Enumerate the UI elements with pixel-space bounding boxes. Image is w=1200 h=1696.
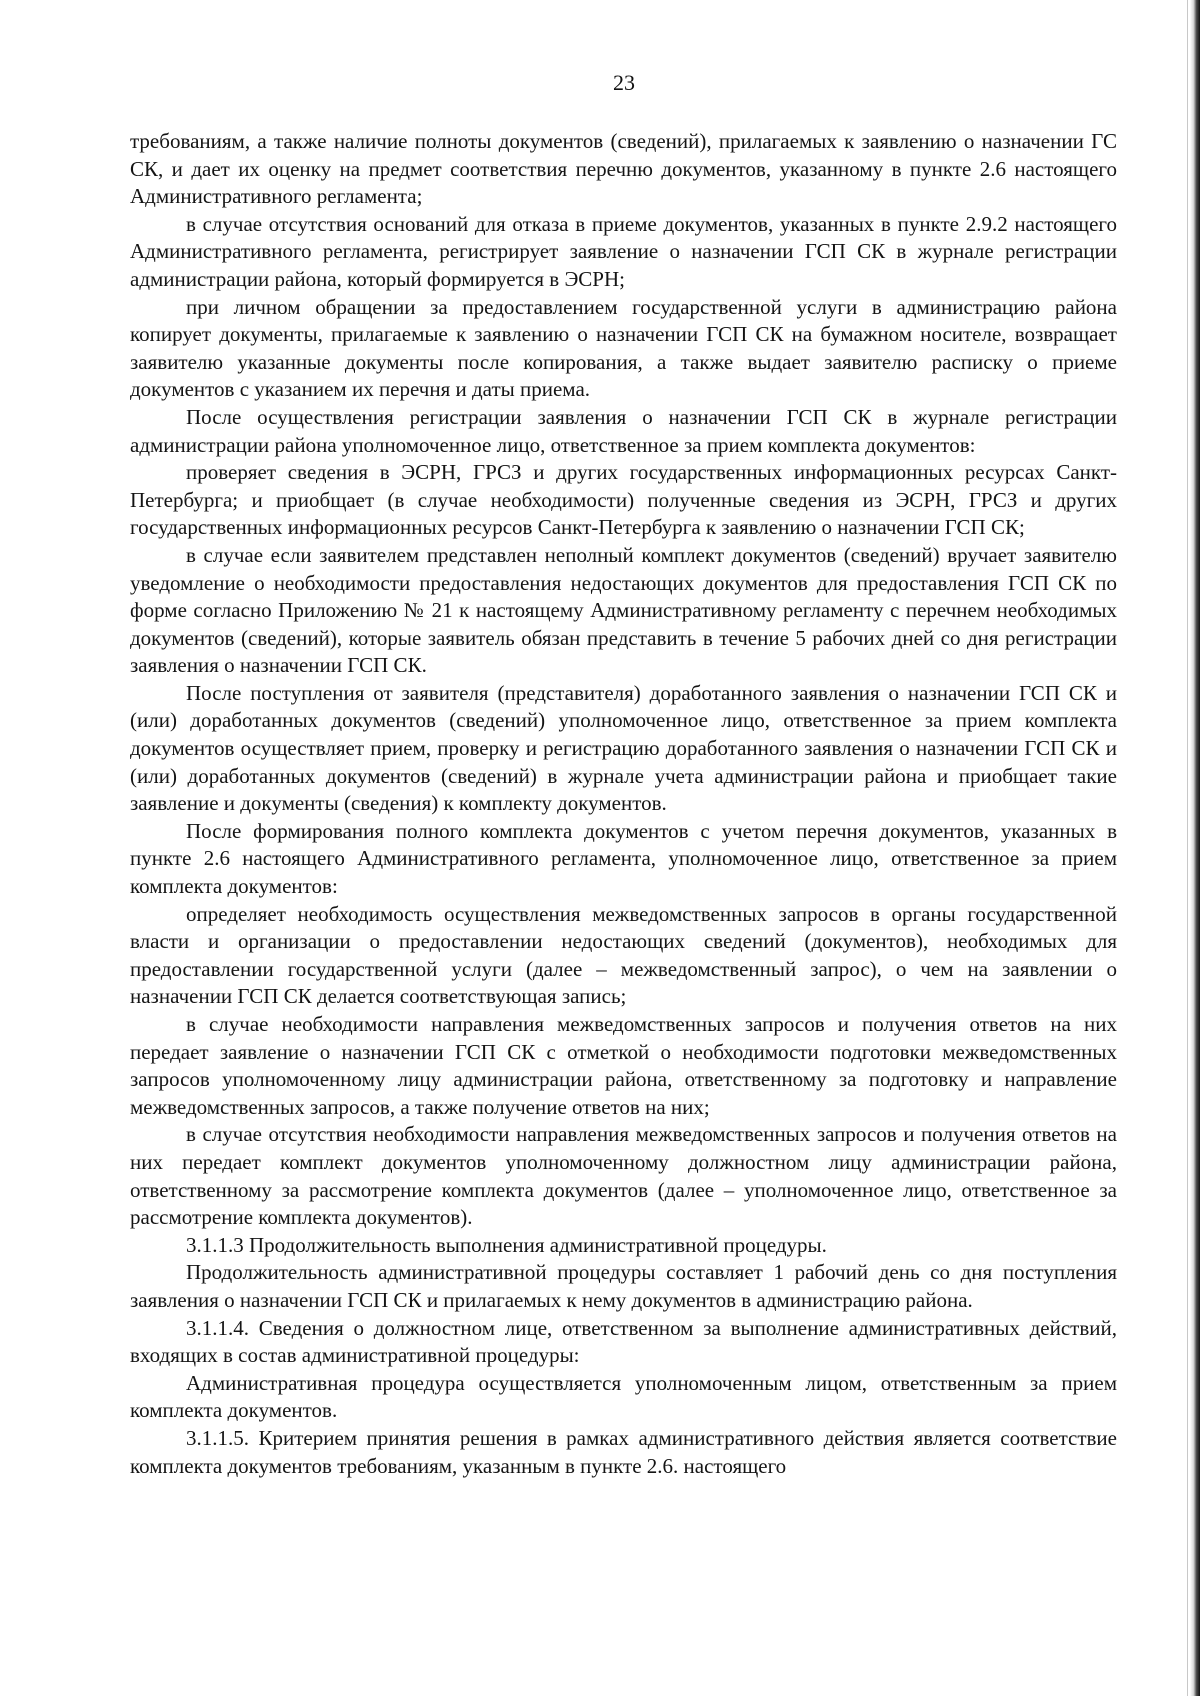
paragraph: 3.1.1.5. Критерием принятия решения в рамках административного действия является соответствие комплекта документов требованиям, указанным в пункте 2.6. настоящего: [130, 1425, 1117, 1478]
paragraph: в случае отсутствия оснований для отказа в приеме документов, указанных в пункте 2.9.2 настоящего Административного регламента, регистрирует заявление о назначении ГСП СК в журнале регистрации администрации района, который формируется в ЭСРН;: [130, 211, 1117, 291]
page-number: 23: [613, 70, 635, 95]
paragraph: Продолжительность административной процедуры составляет 1 рабочий день со дня поступления заявления о назначении ГСП СК и прилагаемых к нему документов в администрацию района.: [130, 1260, 1117, 1312]
paragraph: После поступления от заявителя (представителя) доработанного заявления о назначении ГСП СК и (или) доработанных документов (сведений) уполномоченное лицо, ответственное за прием комплекта документов осуществляет прием, проверку и регистрацию доработанного заявления о назначении ГСП СК и (или) доработанных документов (сведений) в журнале учета администрации района и приобщает такие заявление и документы (сведения) к комплекту документов.: [130, 680, 1117, 816]
paragraph: проверяет сведения в ЭСРН, ГРСЗ и других государственных информационных ресурсах Санкт-Петербурга; и приобщает (в случае необходимости) полученные сведения из ЭСРН, ГРСЗ и других государственных информационных ресурсов Санкт-Петербурга к заявлению о назначении ГСП СК;: [130, 460, 1117, 540]
paragraph: После формирования полного комплекта документов с учетом перечня документов, указанных в пункте 2.6 настоящего Административного регламента, уполномоченное лицо, ответственное за прием комплекта документов:: [130, 818, 1117, 899]
paragraph: в случае отсутствия необходимости направления межведомственных запросов и получения ответов на них передает комплект документов уполномоченному должностном лицу администрации района, ответственному за рассмотрение комплекта документов (далее – уполномоченное лицо, ответственное за рассмотрение комплекта документов).: [130, 1122, 1117, 1230]
paragraph: После осуществления регистрации заявления о назначении ГСП СК в журнале регистрации администрации района уполномоченное лицо, ответственное за прием комплекта документов:: [130, 404, 1117, 457]
paragraph: определяет необходимость осуществления межведомственных запросов в органы государственной власти и организации о предоставлении недостающих сведений (документов), необходимых для предоставлении государственной услуги (далее – межведомственный запрос), о чем на заявлении о назначении ГСП СК делается соответствующая запись;: [130, 901, 1117, 1009]
paragraph: при личном обращении за предоставлением государственной услуги в администрацию района копирует документы, прилагаемые к заявлению о назначении ГСП СК на бумажном носителе, возвращает заявителю указанные документы после копирования, а также выдает заявителю расписку о приеме документов с указанием их перечня и даты приема.: [130, 294, 1117, 402]
paragraph: 3.1.1.4. Сведения о должностном лице, ответственном за выполнение административных действий, входящих в состав административной процедуры:: [130, 1315, 1117, 1368]
paragraph: Административная процедура осуществляется уполномоченным лицом, ответственным за прием комплекта документов.: [130, 1370, 1117, 1423]
scan-edge-shadow: [1190, 0, 1200, 1696]
scan-edge-line: [1187, 0, 1188, 1696]
paragraph: в случае необходимости направления межведомственных запросов и получения ответов на них передает заявление о назначении ГСП СК с отметкой о необходимости подготовки межведомственных запросов уполномоченному лицу администрации района, ответственному за подготовку и направление межведомственных запросов, а также получение ответов на них;: [130, 1012, 1117, 1119]
document-body: [130, 128, 1117, 1480]
paragraph: требованиям, а также наличие полноты документов (сведений), прилагаемых к заявлению о назначении ГС СК, и дает их оценку на предмет соответствия перечню документов, указанному в пункте 2.6 настоящего Административного регламента;: [130, 129, 1117, 209]
paragraph: в случае если заявителем представлен неполный комплект документов (сведений) вручает заявителю уведомление о необходимости предоставления недостающих документов для предоставления ГСП СК по форме согласно Приложению № 21 к настоящему Административному регламенту с перечнем необходимых документов (сведений), которые заявитель обязан представить в течение 5 рабочих дней со дня регистрации заявления о назначении ГСП СК.: [130, 542, 1117, 678]
paragraph: 3.1.1.3 Продолжительность выполнения административной процедуры.: [186, 1232, 827, 1257]
